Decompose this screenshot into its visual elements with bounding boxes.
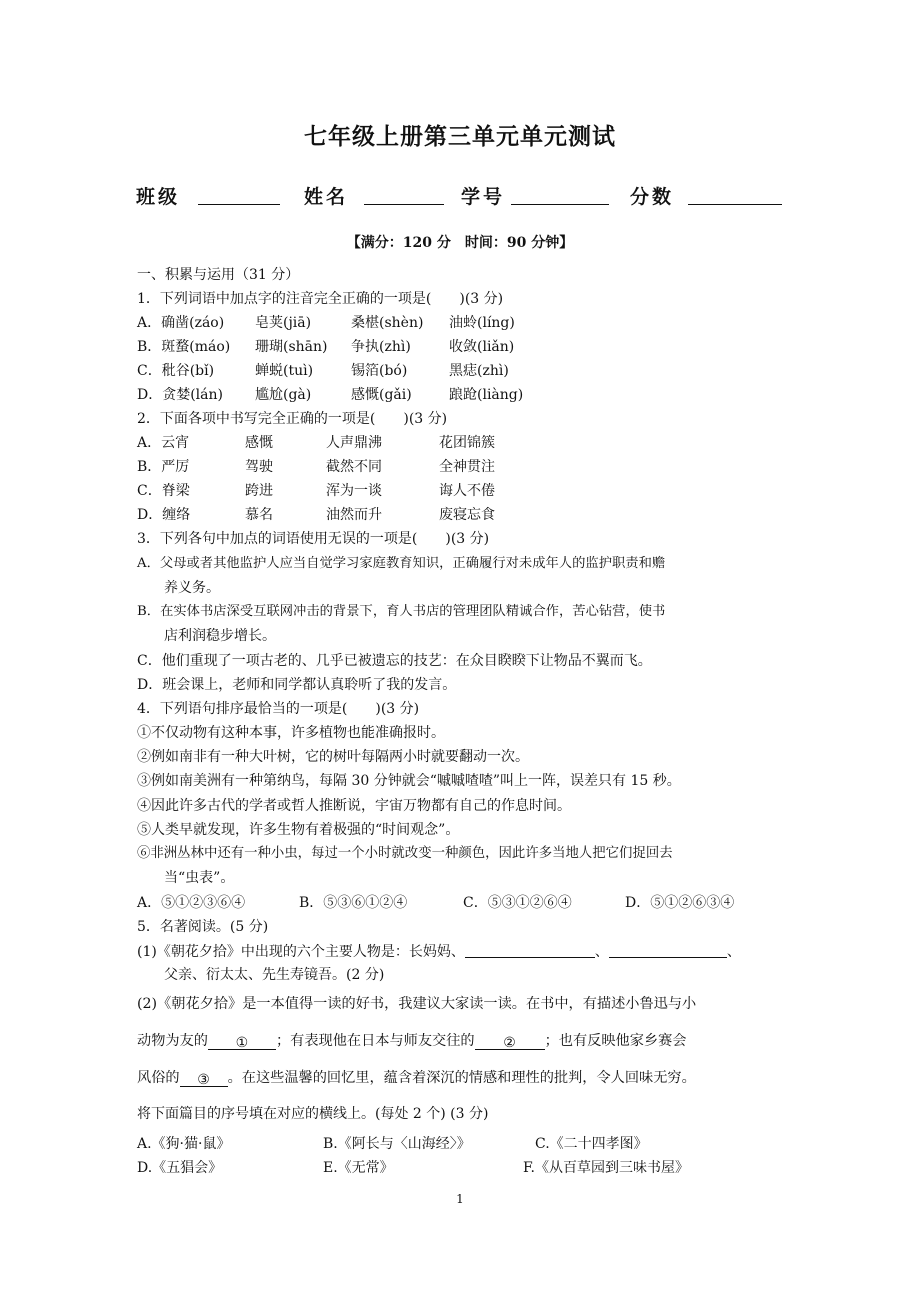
number-blank[interactable] [511,204,609,205]
q5-part-2-text-e: 。在这些温馨的回忆里，蕴含着深沉的情感和理性的批判，令人回味无穷。 [227,1070,696,1086]
q5-part-2-text-d: 风俗的 [137,1070,180,1086]
q4-sentence-6-cont: 当“虫表”。 [164,870,235,886]
q4-sentence-2: ②例如南非有一种大叶树，它的树叶每隔两小时就要翻动一次。 [137,749,529,765]
q2-option-b[interactable] [137,457,787,477]
q2-option-d[interactable] [137,505,787,525]
q5-part-1-cont: 父亲、衍太太、先生寿镜吾。(2 分) [164,967,385,983]
q4-sentence-6: ⑥非洲丛林中还有一种小虫，每过一个小时就改变一种颜色，因此许多当地人把它们捉回去 [137,846,673,861]
section-heading: 一、积累与运用（31 分） [137,267,300,283]
q4-option-a[interactable]: A．⑤①②③⑥④ [137,895,246,911]
q5-blank-1[interactable] [208,1033,276,1050]
score-blank[interactable] [688,204,782,205]
score-label: 分数 [630,186,675,208]
q2-c-word-4: 诲人不倦 [439,483,495,499]
q2-b-word-2: 驾驶 [245,459,273,475]
q3-option-d[interactable]: D．班会课上，老师和同学都认真聆听了我的发言。 [137,677,457,693]
q2-a-word-3: 人声鼎沸 [326,435,382,451]
q3-option-a-cont: 养义务。 [164,580,220,596]
q5-part-1-sep: 、 [594,944,609,960]
question-1-stem: 1．下列词语中加点字的注音完全正确的一项是( )(3 分) [137,291,504,307]
q4-sentence-4: ④因此许多古代的学者或哲人推断说，宇宙万物都有自己的作息时间。 [137,798,571,814]
q5-blank-2-marker: ② [503,1035,516,1051]
q1-a-word-3: 桑椹(shèn) [351,315,424,331]
q5-blank-3[interactable] [180,1070,228,1087]
q2-c-word-2: 跨进 [245,483,273,499]
q5-option-a[interactable]: A.《狗·猫·鼠》 [137,1136,231,1152]
page-number: 1 [456,1192,464,1206]
q5-option-c[interactable]: C.《二十四孝图》 [535,1136,648,1152]
q1-option-c[interactable] [137,361,787,381]
q1-b-word-4: 收敛(liǎn) [449,339,515,355]
q1-b-word-3: 争执(zhì) [351,339,411,355]
q5-part-2-line-3 [137,1068,696,1088]
q4-sentence-5: ⑤人类早就发现，许多生物有着极强的“时间观念”。 [137,822,460,838]
q2-option-a[interactable] [137,433,787,453]
q1-d-word-1: D．贪婪(lán) [137,387,223,403]
q5-part-2-text-a: 动物为友的 [137,1033,208,1049]
q5-part-2-line-2 [137,1031,686,1051]
q2-d-word-3: 油然而升 [326,507,382,523]
q4-sentence-3: ③例如南美洲有一种第纳鸟，每隔 30 分钟就会“嘁嘁喳喳”叫上一阵，误差只有 15 秒。 [137,773,681,789]
q1-d-word-2: 尴尬(gà) [255,387,312,403]
q5-part-2-text-b: ；有表现他在日本与师友交往的 [275,1033,475,1049]
q4-sentence-1: ①不仅动物有这种本事，许多植物也能准确报时。 [137,725,445,741]
q5-options-row-2 [137,1158,787,1178]
q5-blank-1-marker: ① [235,1035,249,1051]
q3-option-c[interactable]: C．他们重现了一项古老的、几乎已被遗忘的技艺：在众目睽睽下让物品不翼而飞。 [137,653,652,669]
q5-instruction: 将下面篇目的序号填在对应的横线上。(每处 2 个) (3 分) [137,1106,489,1122]
q2-c-word-3: 浑为一谈 [326,483,382,499]
class-blank[interactable] [198,204,280,205]
question-4-stem: 4．下列语句排序最恰当的一项是( )(3 分) [137,701,420,717]
q5-options-row-1 [137,1134,787,1154]
question-2-stem: 2．下面各项中书写完全正确的一项是( )(3 分) [137,411,448,427]
q5-part-1 [137,941,741,962]
q1-option-a[interactable] [137,313,787,333]
q5-option-d[interactable]: D.《五猖会》 [137,1160,223,1176]
q5-option-e[interactable]: E.《无常》 [323,1160,394,1176]
student-info-line [136,182,786,212]
q1-c-word-4: 黑痣(zhì) [449,363,509,379]
q2-a-word-1: A．云宵 [137,435,190,451]
q2-option-c[interactable] [137,481,787,501]
exam-meta: 【满分：120 分 时间：90 分钟】 [346,235,574,251]
q3-option-a[interactable]: A．父母或者其他监护人应当自觉学习家庭教育知识，正确履行对未成年人的监护职责和赡 [137,556,666,571]
number-label: 学号 [461,186,506,208]
q5-option-f[interactable]: F.《从百草园到三味书屋》 [523,1160,689,1176]
page-title: 七年级上册第三单元单元测试 [304,123,616,150]
q5-blank-2[interactable] [475,1033,545,1050]
q1-b-word-1: B．斑蝥(máo) [137,339,231,355]
class-label: 班级 [136,186,181,208]
q1-b-word-2: 珊瑚(shān) [255,339,328,355]
q5-part-2-line-1: (2)《朝花夕拾》是一本值得一读的好书，我建议大家读一读。在书中，有描述小鲁迅与小 [137,996,697,1012]
q1-a-word-1: A．确凿(záo) [137,315,225,331]
name-blank[interactable] [364,204,444,205]
question-5-stem: 5．名著阅读。(5 分) [137,919,269,935]
q5-part-1-text: (1)《朝花夕拾》中出现的六个主要人物是：长妈妈、 [137,944,465,960]
question-3-stem: 3．下列各句中加点的词语使用无误的一项是( )(3 分) [137,531,490,547]
q1-d-word-4: 踉跄(liàng) [449,387,524,403]
q1-a-word-2: 皂荚(jiā) [255,315,312,331]
q4-option-d[interactable]: D．⑤①②⑥③④ [625,895,735,911]
q2-d-word-4: 废寝忘食 [439,507,495,523]
q1-option-d[interactable] [137,385,787,405]
q2-a-word-2: 感慨 [245,435,273,451]
q2-a-word-4: 花团锦簇 [439,435,495,451]
q1-option-b[interactable] [137,337,787,357]
q1-a-word-4: 油蛉(líng) [449,315,515,331]
q4-option-b[interactable]: B．⑤③⑥①②④ [299,895,408,911]
q5-blank-3-marker: ③ [197,1072,210,1088]
q3-option-b-cont: 店利润稳步增长。 [164,628,276,644]
q2-d-word-1: D．缠络 [137,507,191,523]
q2-b-word-4: 全神贯注 [439,459,495,475]
q4-option-c[interactable]: C．⑤③①②⑥④ [463,895,572,911]
q5-part-1-end: 、 [726,944,741,960]
q1-c-word-2: 蝉蜕(tuì) [255,363,314,379]
q5-part-2-text-c: ；也有反映他家乡赛会 [544,1033,687,1049]
q1-c-word-1: C．秕谷(bǐ) [137,363,215,379]
q5-blank-person-1[interactable] [465,941,595,958]
q2-c-word-1: C．脊梁 [137,483,190,499]
q1-c-word-3: 锡箔(bó) [351,363,408,379]
q4-options [137,893,787,913]
q2-d-word-2: 慕名 [245,507,273,523]
q1-d-word-3: 感慨(gǎi) [351,387,412,403]
q5-blank-person-2[interactable] [609,941,727,958]
q3-option-b[interactable]: B．在实体书店深受互联网冲击的背景下，育人书店的管理团队精诚合作，苦心钻营，使书 [137,604,666,619]
q2-b-word-3: 截然不同 [326,459,382,475]
q2-b-word-1: B．严厉 [137,459,190,475]
q5-option-b[interactable]: B.《阿长与〈山海经〉》 [323,1136,471,1152]
name-label: 姓名 [304,186,349,208]
